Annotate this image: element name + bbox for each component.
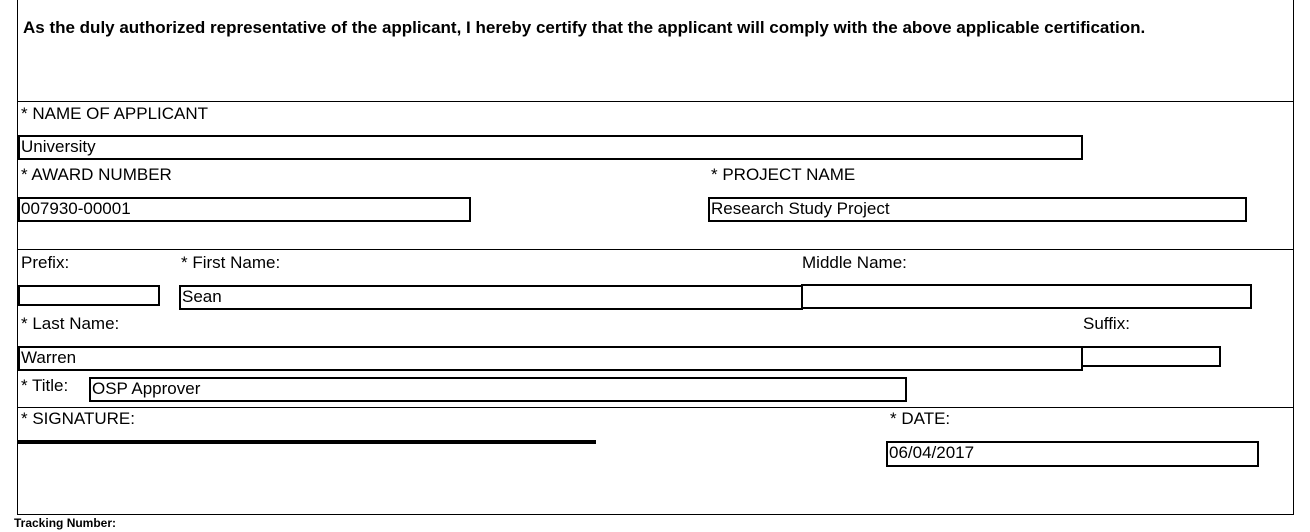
prefix-label: Prefix: — [21, 253, 70, 272]
award-number-label: * AWARD NUMBER — [21, 165, 172, 184]
applicant-name-label: * NAME OF APPLICANT — [21, 104, 209, 123]
signature-line[interactable] — [18, 440, 596, 444]
section-divider — [17, 101, 1294, 102]
section-divider — [17, 249, 1294, 250]
last-name-field[interactable]: Warren — [18, 346, 1083, 371]
first-name-field[interactable]: Sean — [179, 285, 803, 310]
signature-label: * SIGNATURE: — [21, 409, 135, 428]
applicant-name-field[interactable]: University — [18, 135, 1083, 160]
section-divider — [17, 407, 1294, 408]
tracking-number-label: Tracking Number: — [14, 516, 117, 530]
suffix-label: Suffix: — [1083, 314, 1130, 333]
title-label: * Title: — [21, 376, 69, 395]
middle-name-label: Middle Name: — [802, 253, 907, 272]
prefix-field[interactable] — [18, 285, 160, 306]
first-name-label: * First Name: — [181, 253, 281, 272]
award-number-field[interactable]: 007930-00001 — [18, 197, 471, 222]
certification-statement: As the duly authorized representative of the applicant, I hereby certify that the applicant will comply with the above applicable certification. — [23, 18, 1146, 37]
project-name-field[interactable]: Research Study Project — [708, 197, 1247, 222]
last-name-label: * Last Name: — [21, 314, 120, 333]
date-field[interactable]: 06/04/2017 — [886, 441, 1259, 467]
project-name-label: * PROJECT NAME — [711, 165, 856, 184]
suffix-field[interactable] — [1081, 346, 1221, 367]
title-field[interactable]: OSP Approver — [89, 377, 907, 402]
date-label: * DATE: — [890, 409, 951, 428]
middle-name-field[interactable] — [801, 284, 1252, 309]
